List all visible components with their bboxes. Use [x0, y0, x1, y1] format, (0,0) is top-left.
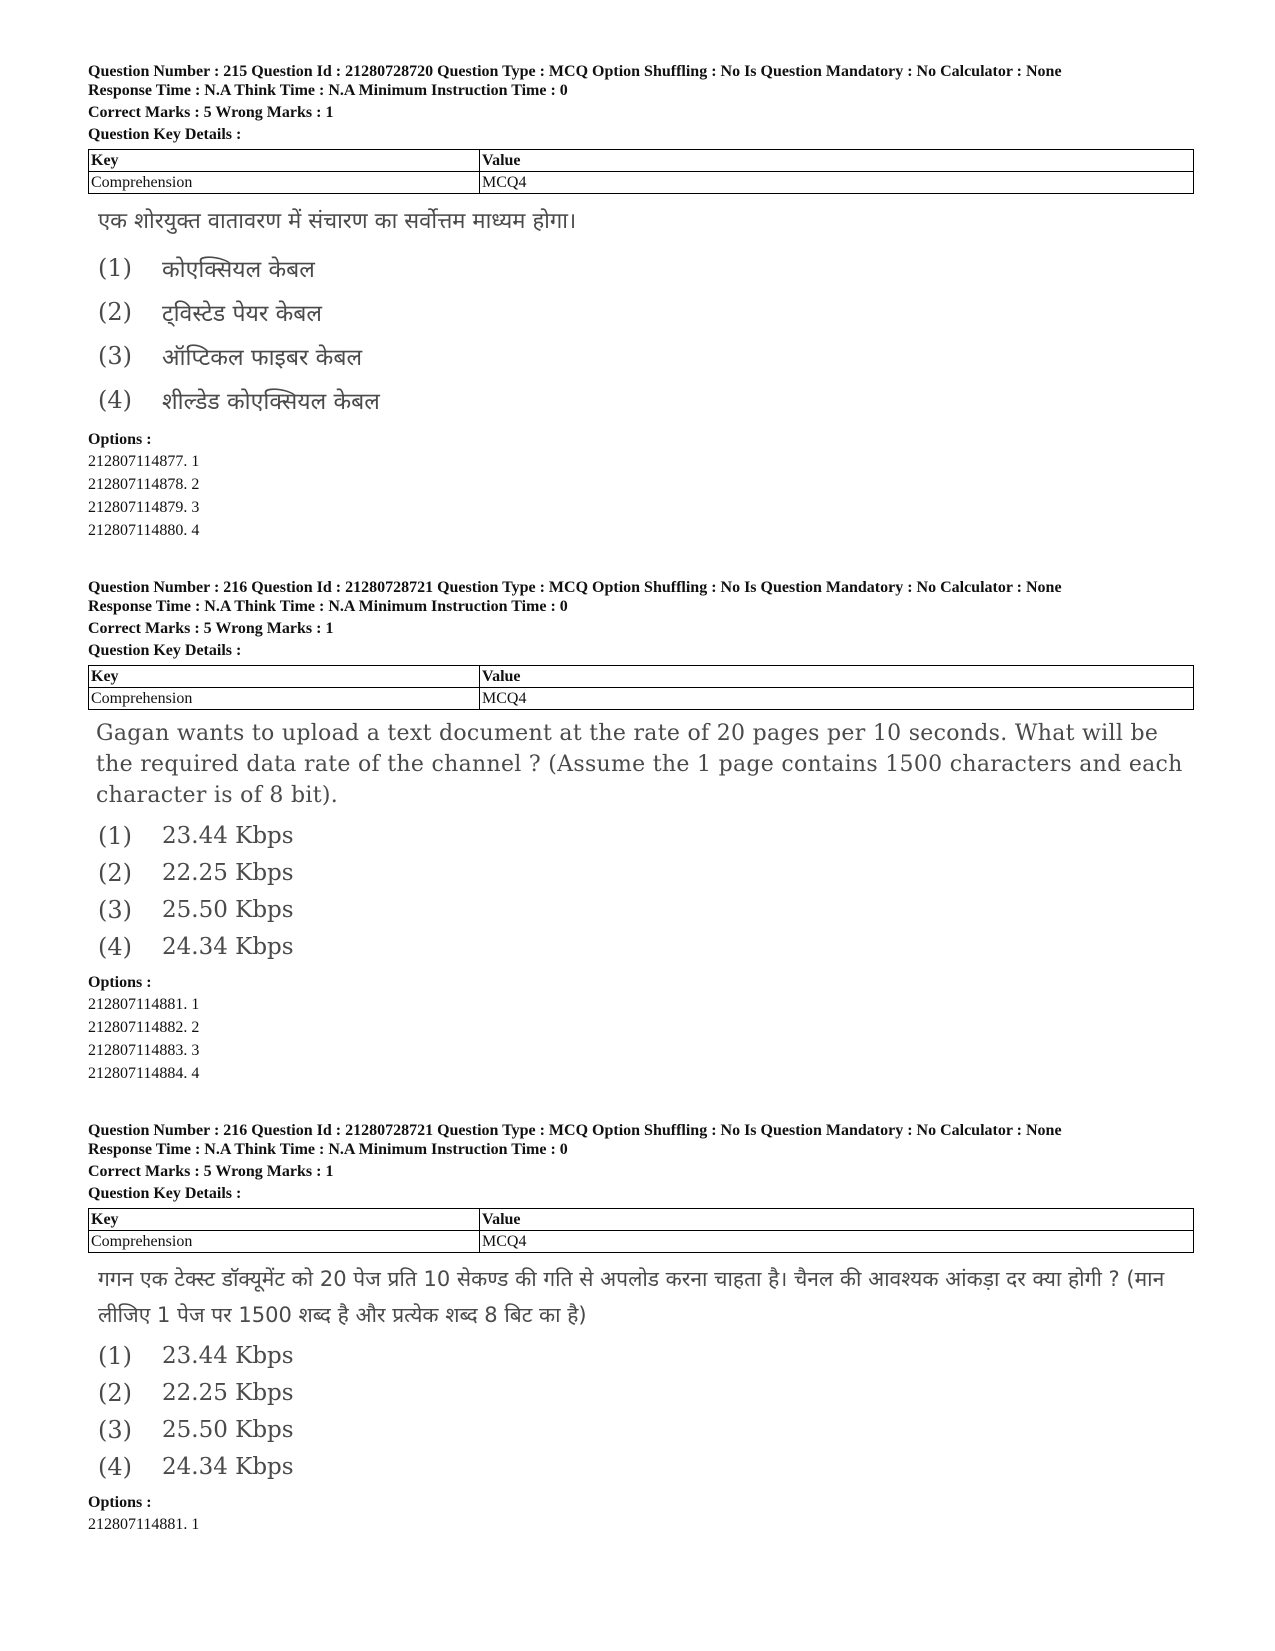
choice-number: (3) — [98, 1415, 132, 1444]
choice-3 — [98, 1411, 1198, 1448]
choice-number: (1) — [98, 254, 132, 282]
value-cell: MCQ4 — [480, 1231, 1194, 1253]
choice-number: (2) — [98, 858, 132, 887]
choice-number: (2) — [98, 1378, 132, 1407]
question-image — [88, 202, 1198, 422]
value-header: Value — [480, 1209, 1194, 1231]
choice-text: कोएक्सियल केबल — [162, 257, 315, 283]
key-details-label: Question Key Details : — [88, 126, 242, 143]
key-details-table — [88, 665, 1194, 710]
choice-text: 25.50 Kbps — [162, 896, 294, 923]
option-id: 212807114879. 3 — [88, 499, 200, 516]
options-label: Options : — [88, 1494, 152, 1511]
choice-number: (3) — [98, 342, 132, 370]
choice-1 — [98, 1337, 1198, 1374]
choice-2 — [98, 290, 1198, 334]
choice-text: 23.44 Kbps — [162, 822, 294, 849]
question-image — [88, 1261, 1198, 1485]
choice-text: 24.34 Kbps — [162, 1453, 294, 1480]
key-details-label: Question Key Details : — [88, 1185, 242, 1202]
choice-3 — [98, 334, 1198, 378]
choice-number: (4) — [98, 1452, 132, 1481]
choice-2 — [98, 1374, 1198, 1411]
key-cell: Comprehension — [89, 172, 480, 194]
key-details-label: Question Key Details : — [88, 642, 242, 659]
question-block-216-en — [88, 578, 1198, 1085]
choice-2 — [98, 854, 1198, 891]
choice-number: (2) — [98, 298, 132, 326]
choice-4 — [98, 1448, 1198, 1485]
question-timing: Response Time : N.A Think Time : N.A Minimum Instruction Time : 0 — [88, 1141, 568, 1158]
key-header: Key — [89, 150, 480, 172]
choice-1 — [98, 817, 1198, 854]
option-id: 212807114880. 4 — [88, 522, 200, 539]
choice-text: ऑप्टिकल फाइबर केबल — [162, 345, 363, 371]
option-id: 212807114878. 2 — [88, 476, 200, 493]
question-meta: Question Number : 216 Question Id : 21280728721 Question Type : MCQ Option Shuffling : No Is Question Mandatory : No Calculator : None — [88, 579, 1062, 596]
option-id: 212807114877. 1 — [88, 453, 200, 470]
options-label: Options : — [88, 431, 152, 448]
choice-text: 22.25 Kbps — [162, 1379, 294, 1406]
question-marks: Correct Marks : 5 Wrong Marks : 1 — [88, 620, 334, 637]
option-id: 212807114881. 1 — [88, 1516, 200, 1533]
question-image — [88, 718, 1198, 965]
options-label: Options : — [88, 974, 152, 991]
choice-text: 24.34 Kbps — [162, 933, 294, 960]
option-id: 212807114882. 2 — [88, 1019, 200, 1036]
value-cell: MCQ4 — [480, 688, 1194, 710]
value-header: Value — [480, 150, 1194, 172]
question-marks: Correct Marks : 5 Wrong Marks : 1 — [88, 1163, 334, 1180]
choice-4 — [98, 378, 1198, 422]
question-paper — [88, 62, 1198, 1572]
choice-text: शील्डेड कोएक्सियल केबल — [162, 389, 380, 415]
question-block-216-hi — [88, 1121, 1198, 1536]
question-timing: Response Time : N.A Think Time : N.A Minimum Instruction Time : 0 — [88, 598, 568, 615]
key-header: Key — [89, 1209, 480, 1231]
choice-text: 25.50 Kbps — [162, 1416, 294, 1443]
option-id: 212807114881. 1 — [88, 996, 200, 1013]
choice-number: (1) — [98, 821, 132, 850]
option-id: 212807114884. 4 — [88, 1065, 200, 1082]
choice-text: ट्विस्टेड पेयर केबल — [162, 301, 323, 327]
question-text: गगन एक टेक्स्ट डॉक्यूमेंट को 20 पेज प्रति 10 सेकण्ड की गति से अपलोड करना चाहता है। चैनल की आवश्यक आंकड़ा दर क्या होगी ? (मान लीजिए 1 पेज पर 1500 शब्द है और प्रत्येक शब्द 8 बिट का है) — [98, 1267, 1165, 1327]
choice-text: 23.44 Kbps — [162, 1342, 294, 1369]
key-details-table — [88, 1208, 1194, 1253]
key-details-table — [88, 149, 1194, 194]
choice-number: (3) — [98, 895, 132, 924]
key-cell: Comprehension — [89, 1231, 480, 1253]
question-text: Gagan wants to upload a text document at the rate of 20 pages per 10 seconds. What will be the required data rate of the channel ? (Assume the 1 page contains 1500 characters and each character is of 8 bit). — [96, 721, 1183, 808]
question-text: एक शोरयुक्त वातावरण में संचारण का सर्वोत्तम माध्यम होगा। — [98, 209, 577, 234]
question-meta: Question Number : 215 Question Id : 21280728720 Question Type : MCQ Option Shuffling : No Is Question Mandatory : No Calculator : None — [88, 63, 1062, 80]
question-marks: Correct Marks : 5 Wrong Marks : 1 — [88, 104, 334, 121]
question-timing: Response Time : N.A Think Time : N.A Minimum Instruction Time : 0 — [88, 82, 568, 99]
choice-number: (1) — [98, 1341, 132, 1370]
choice-text: 22.25 Kbps — [162, 859, 294, 886]
key-header: Key — [89, 666, 480, 688]
choice-number: (4) — [98, 386, 132, 414]
question-block-215 — [88, 62, 1198, 542]
key-cell: Comprehension — [89, 688, 480, 710]
question-meta: Question Number : 216 Question Id : 21280728721 Question Type : MCQ Option Shuffling : No Is Question Mandatory : No Calculator : None — [88, 1122, 1062, 1139]
choice-1 — [98, 246, 1198, 290]
value-header: Value — [480, 666, 1194, 688]
option-id: 212807114883. 3 — [88, 1042, 200, 1059]
choice-number: (4) — [98, 932, 132, 961]
choice-3 — [98, 891, 1198, 928]
choice-4 — [98, 928, 1198, 965]
value-cell: MCQ4 — [480, 172, 1194, 194]
